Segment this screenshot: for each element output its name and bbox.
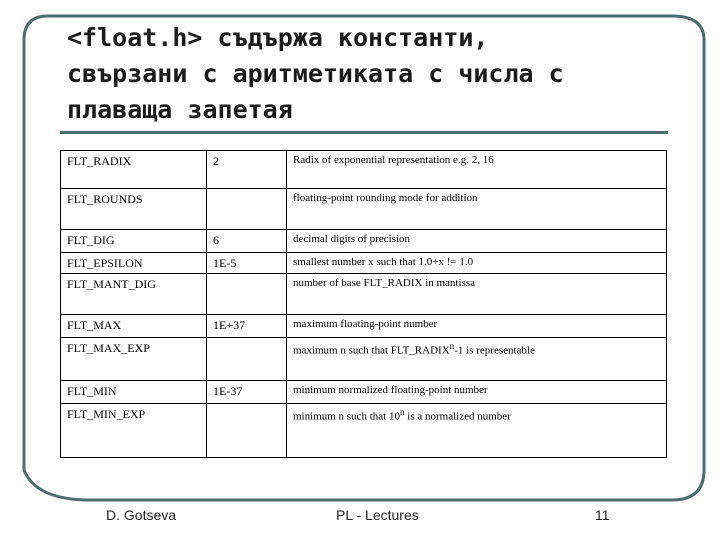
constant-value xyxy=(207,189,287,230)
constant-name: FLT_MAX_EXP xyxy=(61,338,207,381)
title-underline xyxy=(60,131,668,134)
constant-name: FLT_MANT_DIG xyxy=(61,274,207,315)
constant-name: FLT_MIN xyxy=(61,381,207,404)
slide-title xyxy=(67,20,707,128)
constant-value xyxy=(207,338,287,381)
constant-value: 6 xyxy=(207,230,287,253)
table-row xyxy=(61,338,667,381)
page-number: 11 xyxy=(595,507,610,523)
constant-value: 1E-37 xyxy=(207,381,287,404)
description-text: -1 is representable xyxy=(454,344,535,357)
constant-name: FLT_DIG xyxy=(61,230,207,253)
constant-description: number of base FLT_RADIX in mantissa xyxy=(287,274,667,315)
constant-description: Radix of exponential representation e.g. 2, 16 xyxy=(287,151,667,189)
constant-name: FLT_RADIX xyxy=(61,151,207,189)
constant-description: minimum normalized floating-point number xyxy=(287,381,667,404)
float-constants-table xyxy=(60,150,667,458)
table-row xyxy=(61,315,667,338)
description-text: is a normalized number xyxy=(404,410,511,423)
constant-name: FLT_EPSILON xyxy=(61,253,207,274)
constant-name: FLT_ROUNDS xyxy=(61,189,207,230)
constant-description: smallest number x such that 1.0+x != 1.0 xyxy=(287,253,667,274)
description-text: maximum n such that FLT_RADIX xyxy=(293,344,450,357)
constant-value: 1E-5 xyxy=(207,253,287,274)
constant-value: 1E+37 xyxy=(207,315,287,338)
table-row xyxy=(61,189,667,230)
title-line-1: <float.h> съдържа константи, xyxy=(67,23,489,52)
superscript-n: n xyxy=(399,407,405,417)
constant-value: 2 xyxy=(207,151,287,189)
constant-value xyxy=(207,404,287,458)
constant-name: FLT_MIN_EXP xyxy=(61,404,207,458)
constant-description xyxy=(287,338,667,381)
constant-name: FLT_MAX xyxy=(61,315,207,338)
table-row xyxy=(61,404,667,458)
table-row xyxy=(61,381,667,404)
constant-description: decimal digits of precision xyxy=(287,230,667,253)
table-row xyxy=(61,274,667,315)
table-row xyxy=(61,230,667,253)
title-line-3: плаваща запетая xyxy=(67,95,293,124)
superscript-n: n xyxy=(449,341,455,351)
footer-author: D. Gotseva xyxy=(106,507,177,523)
constant-value xyxy=(207,274,287,315)
footer-course: PL - Lectures xyxy=(336,507,419,523)
table-row xyxy=(61,253,667,274)
title-line-2: свързани с аритметиката с числа с xyxy=(67,59,564,88)
constant-description: maximum floating-point number xyxy=(287,315,667,338)
constant-description: floating-point rounding mode for addition xyxy=(287,189,667,230)
description-text: minimum n such that 10 xyxy=(293,410,400,423)
constant-description xyxy=(287,404,667,458)
table-row xyxy=(61,151,667,189)
